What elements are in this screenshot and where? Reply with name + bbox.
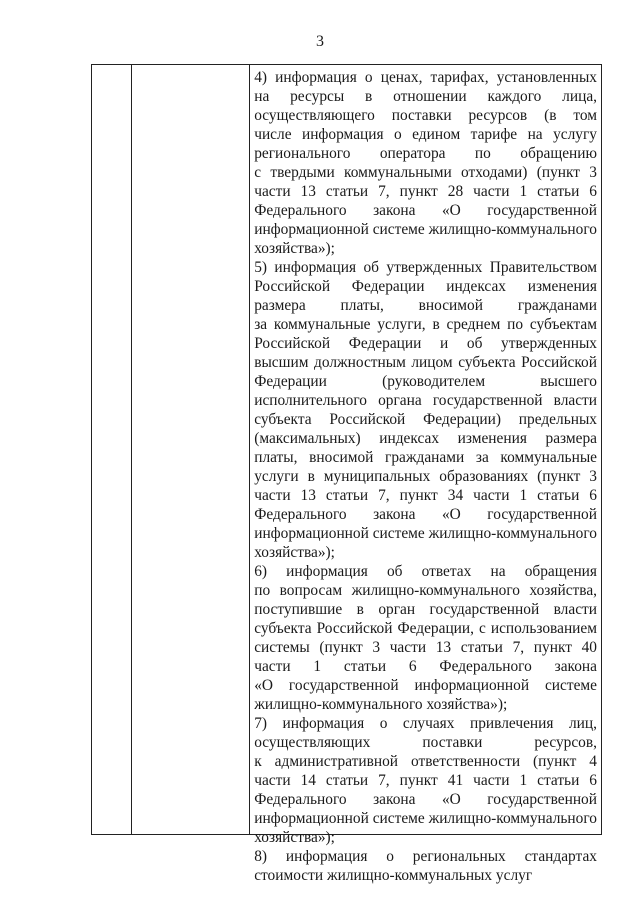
list-item-line: за коммунальные услуги, в среднем по субъектам [254, 316, 597, 333]
list-item-line: поступившие в орган государственной власти [254, 601, 597, 618]
list-item [254, 714, 597, 847]
list-item-line: Российской Федерации индексах изменения [254, 278, 597, 295]
list-item-line: 4) информация о ценах, тарифах, установленных [254, 69, 597, 86]
list-item-line: с твердыми коммунальными отходами) (пункт 3 [254, 164, 597, 181]
list-item-line: информационной системе жилищно-коммунального [254, 221, 597, 238]
list-item-line: части 14 статьи 7, пункт 41 части 1 статьи 6 [254, 772, 597, 789]
list-item [254, 68, 597, 258]
list-item-line: к административной ответственности (пункт 4 [254, 753, 597, 770]
list-item-line: Российской Федерации и об утвержденных [254, 335, 597, 352]
list-item-line: 8) информация о региональных стандартах [254, 848, 597, 865]
list-item-line: Федерального закона «О государственной [254, 202, 597, 219]
list-item-line: информационной системе жилищно-коммунального [254, 810, 597, 827]
list-item-line: высшим должностным лицом субъекта Российской [254, 354, 597, 371]
list-item-line: осуществляющего поставки ресурсов (в том [254, 107, 597, 124]
list-item-line: субъекта Российской Федерации) предельных [254, 411, 597, 428]
list-item-line: Федерального закона «О государственной [254, 791, 597, 808]
list-item-line: субъекта Российской Федерации, с использованием [254, 620, 597, 637]
list-item-line: части 13 статьи 7, пункт 28 части 1 статьи 6 [254, 183, 597, 200]
list-item-line: Федерального закона «О государственной [254, 506, 597, 523]
list-item-line: 7) информация о случаях привлечения лиц, [254, 715, 597, 732]
list-item-line: хозяйства»); [254, 829, 335, 846]
list-item-line: размера платы, вносимой гражданами [254, 297, 597, 314]
list-item-line: числе информация о едином тарифе на услугу [254, 126, 597, 143]
list-item-line: на ресурсы в отношении каждого лица, [254, 88, 597, 105]
page-number: 3 [316, 33, 324, 50]
list-item-line: системы (пункт 3 части 13 статьи 7, пункт 40 [254, 639, 597, 656]
list-item-line: информационной системе жилищно-коммунального [254, 525, 597, 542]
list-item [254, 258, 597, 562]
table-column-number [92, 65, 132, 834]
list-item-line: части 1 статьи 6 Федерального закона [254, 658, 597, 675]
list-item-line: 6) информация об ответах на обращения [254, 563, 597, 580]
list-item-line: Федерации (руководителем высшего [254, 373, 597, 390]
table-column-information [250, 65, 601, 884]
list-item [254, 562, 597, 714]
document-table [91, 64, 602, 884]
list-item [254, 847, 597, 885]
list-item-line: 5) информация об утвержденных Правительством [254, 259, 597, 276]
list-item-line: регионального оператора по обращению [254, 145, 597, 162]
table-column-category [132, 65, 250, 834]
list-item-line: платы, вносимой гражданами за коммунальные [254, 449, 597, 466]
list-item-line: исполнительного органа государственной власти [254, 392, 597, 409]
list-item-line: стоимости жилищно-коммунальных услуг [254, 867, 533, 884]
list-item-line: части 13 статьи 7, пункт 34 части 1 статьи 6 [254, 487, 597, 504]
list-item-line: хозяйства»); [254, 240, 335, 257]
list-item-line: услуги в муниципальных образованиях (пункт 3 [254, 468, 597, 485]
list-item-line: хозяйства»); [254, 544, 335, 561]
list-item-line: «О государственной информационной системе [254, 677, 597, 694]
list-item-line: осуществляющих поставки ресурсов, [254, 734, 597, 751]
list-item-line: жилищно-коммунального хозяйства»); [254, 696, 508, 713]
list-item-line: (максимальных) индексах изменения размера [254, 430, 597, 447]
list-item-line: по вопросам жилищно-коммунального хозяйства, [254, 582, 597, 599]
